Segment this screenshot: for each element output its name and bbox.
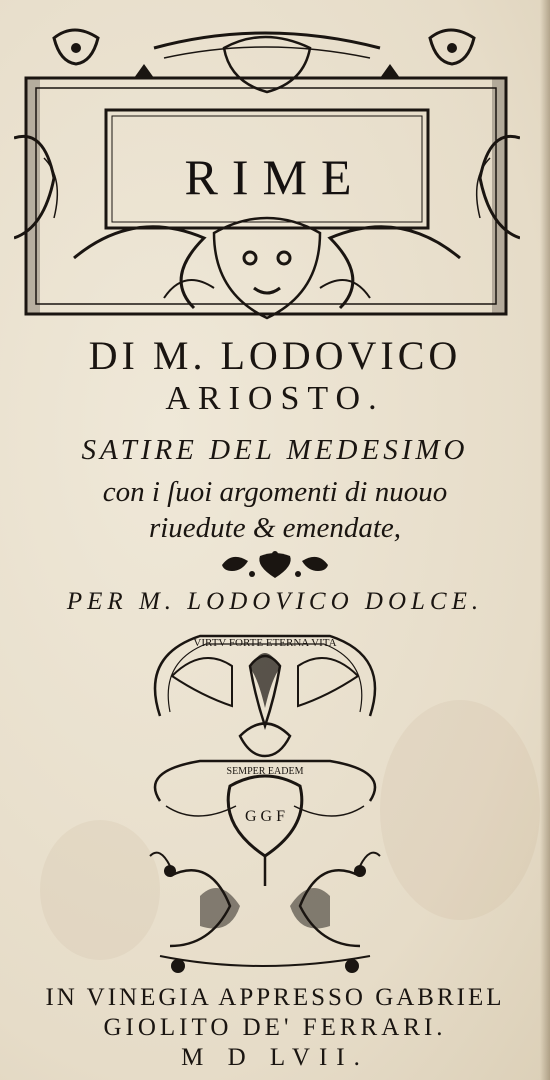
editor-line: PER M. LODOVICO DOLCE. [66,588,484,615]
frame-title: RIME [184,149,366,205]
subtitle-line-3: riuedute & emendate, [148,512,402,544]
imprint-line-1: IN VINEGIA APPRESSO GABRIEL [45,984,505,1011]
paper-stain [380,700,540,920]
device-initials: G G F [244,808,286,825]
imprint-line-2: GIOLITO DE' FERRARI. [103,1014,447,1041]
author-line-2: ARIOSTO. [165,380,385,417]
device-motto-middle: SEMPER EADEM [226,766,304,777]
subtitle-line-1: SATIRE DEL MEDESIMO [81,434,469,466]
imprint-date: M D LVII. [181,1044,369,1071]
subtitle-line-2: con i ſuoi argomenti di nuouo [102,476,448,508]
page-edge [540,0,550,1080]
author-line-1: DI M. LODOVICO [88,333,462,378]
fleuron-icon [212,548,338,582]
device-motto-top: VIRTV FORTE ETERNA VITA [193,637,337,649]
printers-device-icon [140,626,390,978]
